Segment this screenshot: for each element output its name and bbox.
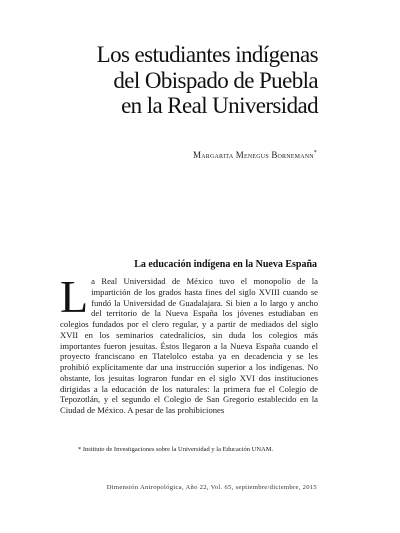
author-footnote-mark: *: [313, 150, 317, 156]
title-line-3: en la Real Universidad: [121, 93, 318, 118]
author-name: Margarita Menegus Bornemann: [193, 150, 314, 160]
section-heading: La educación indígena en la Nueva España: [134, 259, 317, 270]
body-text: a Real Universidad de México tuvo el monopolio de la impartición de los grados hasta fines del siglo XVIII cuando se fundó la Universidad de Guadalajara. Si bien a lo largo y ancho del territorio de la Nueva España los jóvenes estudiaban en colegios fundados por el clero regular, y a partir de mediados del siglo XVII en los seminarios catedralicios, sin duda los colegios más importantes fueron jesuitas. Éstos llegaron a la Nueva España cuando el proyecto franciscano en Tlatelolco estaba ya en decadencia y se les prohibió explícitamente dar una instrucción superior a los indígenas. No obstante, los jesuitas lograron fundar en el siglo XVI dos instituciones dirigidas a la educación de los naturales: la primera fue el Colegio de Tepozotlán, y el segundo el Colegio de San Gregorio establecido en la Ciudad de México. A pesar de las prohibiciones: [60, 276, 318, 415]
title-line-2: del Obispado de Puebla: [113, 67, 318, 93]
body-paragraph: [60, 271, 318, 416]
drop-cap: L: [60, 271, 89, 322]
article-title: [18, 42, 318, 119]
title-line-1: Los estudiantes indígenas: [96, 42, 318, 67]
footnote: * Instituto de Investigaciones sobre la Universidad y la Educación UNAM.: [78, 446, 274, 453]
running-footer: Dimensión Antropológica, Año 22, Vol. 65, septiembre/diciembre, 2015: [106, 484, 317, 491]
author-byline: [193, 150, 317, 160]
